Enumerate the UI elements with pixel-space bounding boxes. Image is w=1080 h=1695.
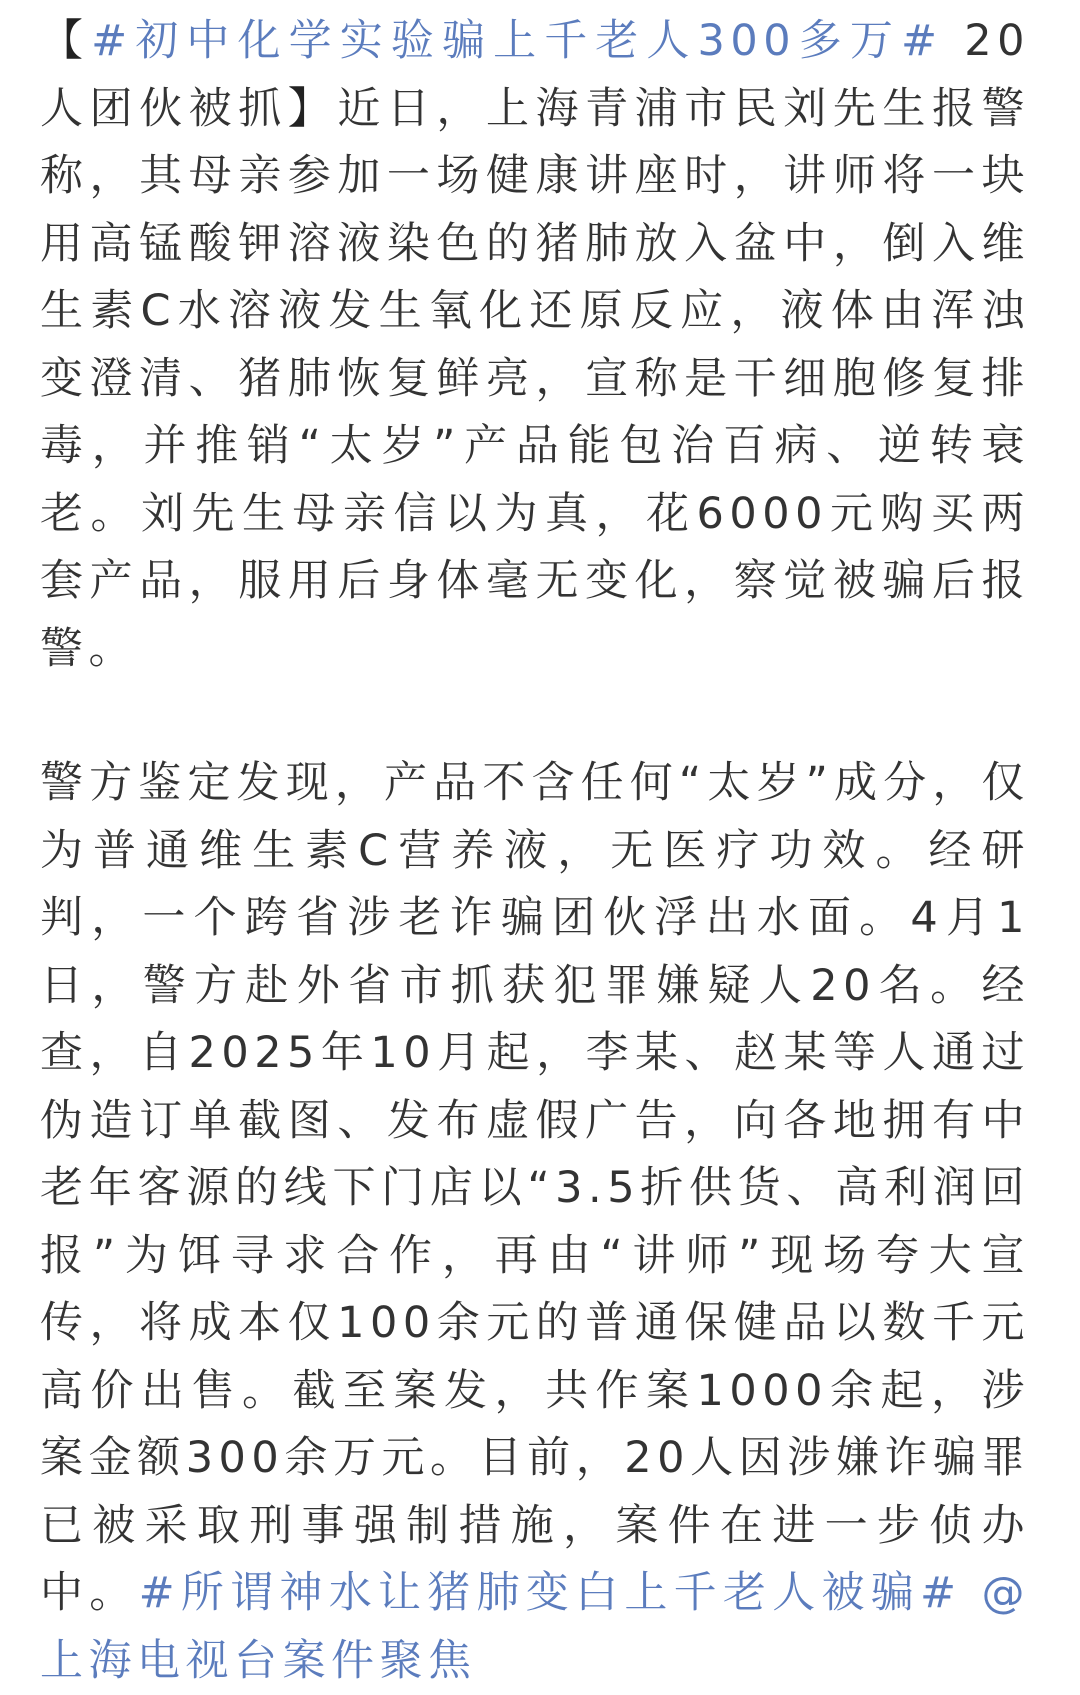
post-body-text-2: 警方鉴定发现，产品不含任何“太岁”成分，仅为普通维生素C营养液，无医疗功效。经研判，一个跨省涉老诈骗团伙浮出水面。4月1日，警方赴外省市抓获犯罪嫌疑人20名。经查，自2025年10月起，李某、赵某等人通过伪造订单截图、发布虚假广告，向各地拥有中老年客源的线下门店以“3.5折供货、高利润回报”为饵寻求合作，再由“讲师”现场夸大宣传，将成本仅100余元的普通保健品以数千元高价出售。截至案发，共作案1000余起，涉案金额300余万元。目前，20人因涉嫌诈骗罪已被采取刑事强制措施，案件在进一步侦办中。 bbox=[40, 758, 1030, 1618]
post-paragraph-1 bbox=[40, 8, 1030, 683]
hashtag-link-chemistry-scam[interactable]: #初中化学实验骗上千老人300多万# bbox=[91, 16, 943, 66]
paragraph-spacer bbox=[40, 683, 1030, 750]
post-title-rest: 20人团伙被抓 bbox=[40, 16, 1031, 134]
post-paragraph-2 bbox=[40, 750, 1030, 1695]
post-content bbox=[40, 8, 1030, 1695]
title-bracket-open: 【 bbox=[40, 16, 92, 66]
mention-spacer bbox=[962, 1568, 982, 1618]
post-body-text-1: 近日，上海青浦市民刘先生报警称，其母亲参加一场健康讲座时，讲师将一块用高锰酸钾溶液染色的猪肺放入盆中，倒入维生素C水溶液发生氧化还原反应，液体由浑浊变澄清、猪肺恢复鲜亮，宣称是干细胞修复排毒，并推销“太岁”产品能包治百病、逆转衰老。刘先生母亲信以为真，花6000元购买两套产品，服用后身体毫无变化，察觉被骗后报警。 bbox=[40, 83, 1031, 674]
hashtag-link-pig-lung[interactable]: #所谓神水让猪肺变白上千老人被骗# bbox=[138, 1568, 962, 1618]
mention-link-shanghai-tv[interactable]: @上海电视台案件聚焦 bbox=[40, 1568, 1031, 1686]
title-bracket-close: 】 bbox=[287, 83, 338, 134]
